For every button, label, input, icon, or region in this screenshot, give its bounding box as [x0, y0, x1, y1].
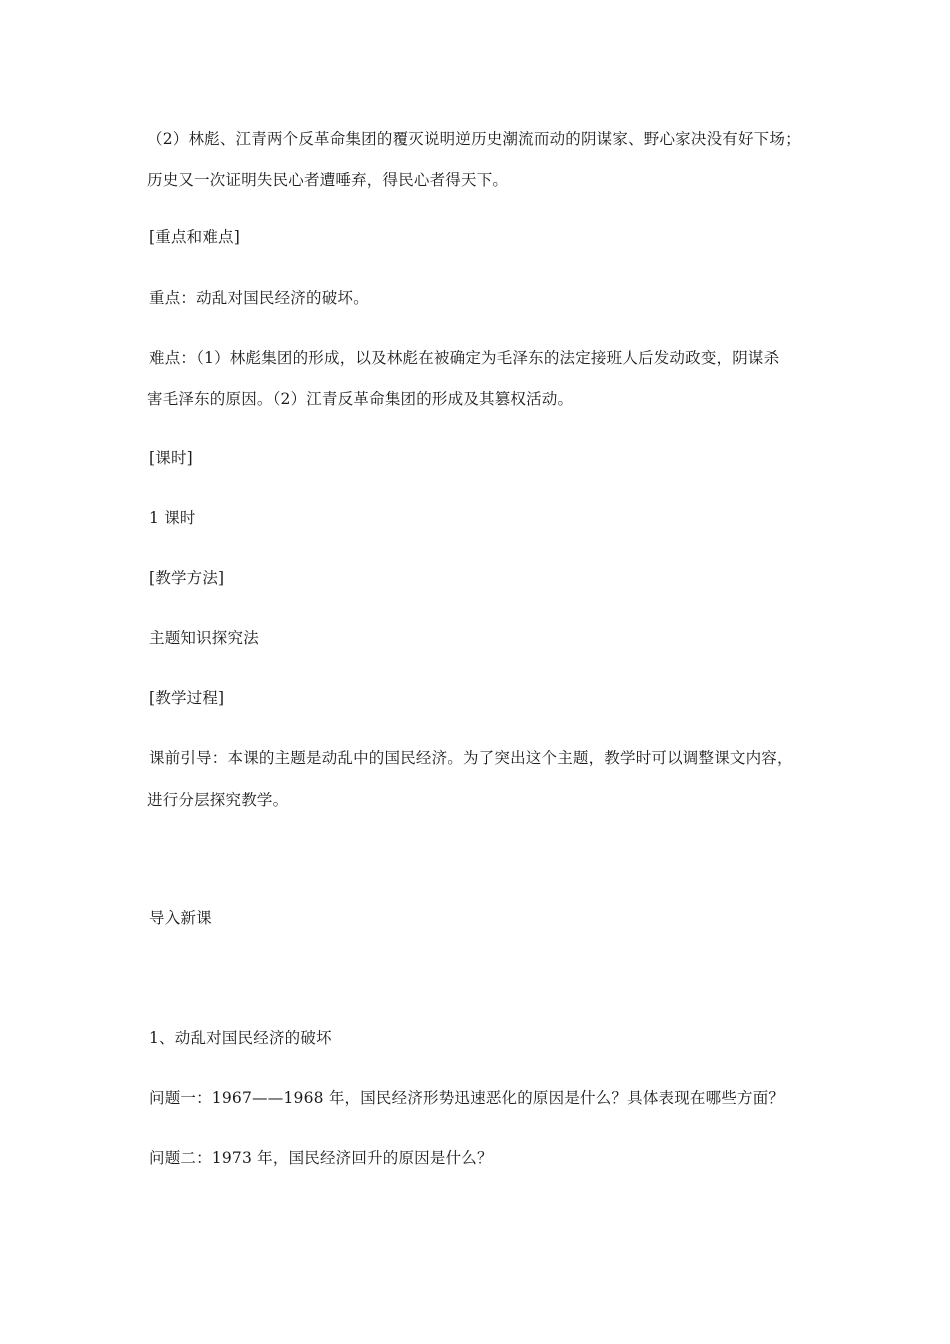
difficulty-line-1: 难点：（1）林彪集团的形成，以及林彪在被确定为毛泽东的法定接班人后发动政变，阴谋杀: [149, 349, 780, 367]
paragraph-conclusion-line-2: 历史又一次证明失民心者遭唾弃，得民心者得天下。: [147, 171, 509, 189]
question-2: 问题二：1973 年，国民经济回升的原因是什么？: [149, 1149, 493, 1167]
teaching-method-text: 主题知识探究法: [149, 629, 259, 647]
intro-guide-line-1: 课前引导：本课的主题是动乱中的国民经济。为了突出这个主题，教学时可以调整课文内容，: [149, 749, 793, 767]
intro-guide-line-2: 进行分层探究教学。: [147, 791, 289, 809]
new-lesson-heading: 导入新课: [149, 909, 212, 927]
question-1: 问题一：1967——1968 年，国民经济形势迅速恶化的原因是什么？具体表现在哪些方面？: [149, 1089, 785, 1107]
heading-class-hours: [课时]: [149, 449, 193, 467]
key-point-text: 重点：动乱对国民经济的破坏。: [149, 289, 369, 307]
heading-teaching-process: [教学过程]: [149, 689, 225, 707]
difficulty-line-2: 害毛泽东的原因。（2）江青反革命集团的形成及其篡权活动。: [147, 390, 574, 408]
heading-key-points: [重点和难点]: [149, 228, 240, 246]
heading-teaching-method: [教学方法]: [149, 569, 225, 587]
paragraph-conclusion-line-1: （2）林彪、江青两个反革命集团的覆灭说明逆历史潮流而动的阴谋家、野心家决没有好下场；: [147, 130, 801, 148]
class-hours-text: 1 课时: [149, 509, 196, 527]
section-1-title: 1、动乱对国民经济的破坏: [149, 1029, 332, 1047]
